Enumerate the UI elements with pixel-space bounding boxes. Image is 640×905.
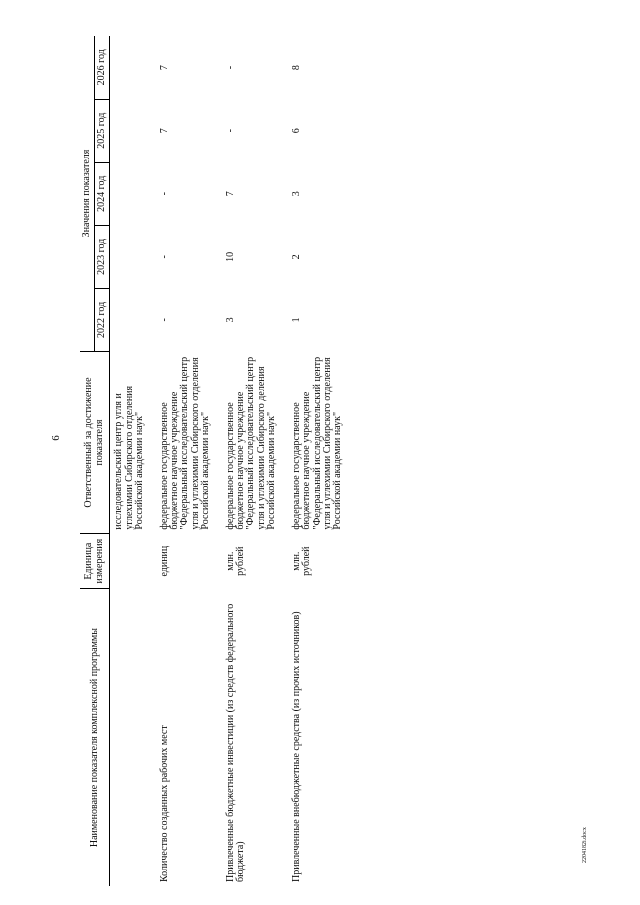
value-2024: - (158, 192, 170, 196)
table-row (220, 36, 286, 886)
row-responsible: федеральное государственное бюджетное научное учреждение "Федеральный исследовательский центр угля и углехимии Сибирского деления Российской академии наук" (224, 356, 278, 530)
row-name: Привлеченные внебюджетные средства (из прочих источников) (290, 611, 302, 882)
page-number: 6 (50, 435, 62, 441)
header-name: Наименование показателя комплексной программы (80, 589, 110, 886)
row-name: Привлеченные бюджетные инвестиции (из средств федерального бюджета) (224, 603, 247, 882)
value-2022 (110, 288, 154, 351)
rotated-table-area (80, 36, 520, 886)
table-row (154, 36, 220, 886)
header-row (80, 36, 95, 886)
value-2023 (110, 225, 154, 288)
header-year-2024: 2024 год (95, 162, 110, 225)
value-2022: - (158, 318, 170, 322)
value-2026: 7 (158, 65, 170, 71)
footer-filename (582, 827, 588, 863)
header-values-group: Значения показателя (80, 36, 95, 351)
value-2024 (110, 162, 154, 225)
row-unit: млн. рублей (224, 546, 247, 576)
value-2023: - (158, 255, 170, 259)
value-2025: 7 (158, 128, 170, 134)
header-year-2023: 2023 год (95, 225, 110, 288)
row-responsible: исследовательский центр угля и углехимии Сибирского отделения Российской академии наук" (113, 385, 146, 530)
row-responsible: федеральное государственное бюджетное научное учреждение "Федеральный исследовательский центр угля и углехимии Сибирского отделения Российской академии наук" (158, 356, 212, 530)
indicators-table (80, 36, 352, 886)
row-name: Количество созданных рабочих мест (158, 725, 170, 882)
value-2025 (110, 99, 154, 162)
header-year-2025: 2025 год (95, 99, 110, 162)
row-name (110, 589, 154, 886)
value-2022: 1 (290, 317, 302, 323)
value-2026 (110, 36, 154, 99)
header-responsible: Ответственный за достижение показателя (80, 351, 110, 533)
value-2025: 6 (290, 128, 302, 134)
table-row (110, 36, 154, 886)
table-row (286, 36, 352, 886)
value-2026: - (224, 65, 236, 70)
value-2023: 10 (224, 251, 236, 262)
header-year-2022: 2022 год (95, 288, 110, 351)
value-2023: 2 (290, 254, 302, 260)
value-2024: 7 (224, 191, 236, 197)
footer-filename-text: 2204182i.docx (582, 827, 588, 863)
value-2026: 8 (290, 65, 302, 71)
value-2024: 3 (290, 191, 302, 197)
row-unit (110, 534, 154, 589)
header-year-2026: 2026 год (95, 36, 110, 99)
value-2022: 3 (224, 317, 236, 323)
header-unit: Единица измерения (80, 534, 110, 589)
value-2025: - (224, 129, 236, 133)
row-responsible: федеральное государственное бюджетное научное учреждение "Федеральный исследовательский центр угля и углехимии Сибирского отделения Российской академии наук" (290, 356, 344, 530)
row-unit: единиц (158, 545, 170, 577)
row-unit: млн. рублей (290, 546, 313, 576)
